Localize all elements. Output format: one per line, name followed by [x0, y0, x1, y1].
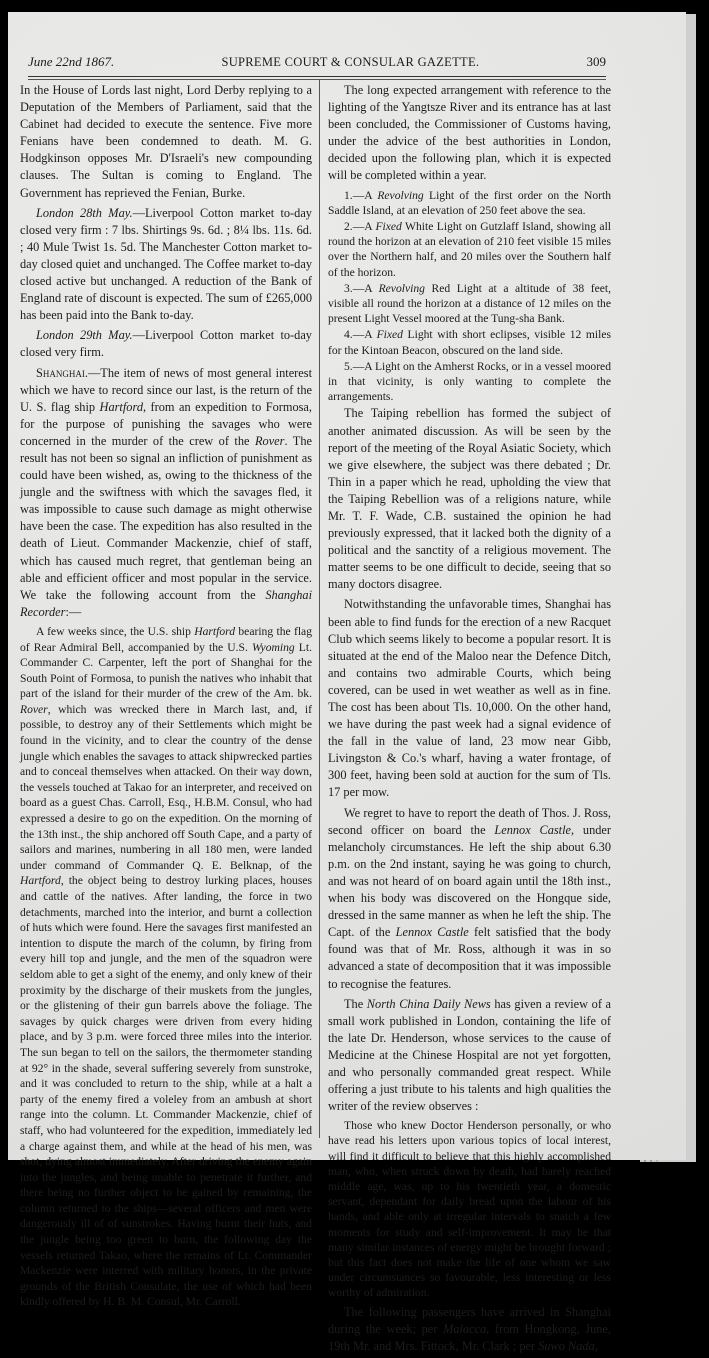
- paragraph-racquet-club: Notwithstanding the unfavorable times, Shanghai has been able to find funds for the erection of a new Racquet Club which seems likely to become a popular resort. It is situated at the end of the Maloo near the Defence Ditch, and contains two admirable Courts, which being covered, can be used in wet weather as well as in fine. The cost has been about Tls. 10,000. On the other hand, we have during the past week had a signal evidence of the fall in the value of land, 23 mow near Gibb, Livingston & Co.'s wharf, having a water frontage, of 300 feet, having been sold at auction for the sum of Tls. 17 per mow.: [328, 597, 611, 800]
- light-item-2: 2.—A Fixed White Light on Gutzlaff Island, showing all round the horizon at an elevation of 210 feet visible 15 miles over the Northern half, and 20 miles over the Southern half of the horizon.: [328, 219, 612, 279]
- publication-title: SUPREME COURT & CONSULAR GAZETTE.: [221, 55, 480, 69]
- light-item-1: 1.—A Revolving Light of the first order on the North Saddle Island, at an elevation of 250 feet above the sea.: [328, 188, 611, 217]
- paragraph-passengers: The following passengers have arrived in Shanghai during the week; per Malacca, from Hongkong, June, 19th Mr. and Mrs. Fittock, Mr. Clark ; per Suwo Nada,: [328, 1304, 611, 1353]
- paragraph-taiping: The Taiping rebellion has formed the subject of another animated discussion. As will be seen by the report of the meeting of the Royal Asiatic Society, which we give elsewhere, the subject was there debated ; Dr. Thin in a paper which he read, upholding the view that the Taiping Rebellion was of a religions nature, while Mr. T. F. Wade, C.B. sustained the opinion he had previously expressed, that it lacked both the dignity of a political and the sanctity of a religious movement. The matter seems to be one difficult to decide, seeing that so many doctors disagree.: [328, 406, 611, 592]
- paragraph-yangtsze-lighting: The long expected arrangement with reference to the lighting of the Yangtsze River and its entrance has at last been concluded, the Commissioner of Customs having, under the advice of the best authorities in London, decided upon the following plan, which it is expected will be completed within a year.: [328, 83, 611, 183]
- dateline: London 28th May.: [36, 205, 133, 220]
- paragraph-ross-death: We regret to have to report the death of Thos. J. Ross, second officer on board the Lennox Castle, under melancholy circumstances. He left the ship about 6.30 p.m. on the 2nd instant, saying he was going to church, and was not heard of on board again until the 18th inst., when his body was discovered on the Hongque side, dressed in the same manner as when he left the ship. The Capt. of the Lennox Castle felt satisfied that the body found was that of Mr. Ross, although it was in so advanced a state of decomposition that it was impossible to recognise the features.: [328, 805, 611, 991]
- paragraph-shanghai: Shanghai.—The item of news of most general interest which we have to record since our last, is the return of the U. S. flag ship Hartford, from an expedition to Formosa, for the purpose of punishing the savages who were concerned in the murder of the crew of the Rover. The result has not been so signal an infliction of punishment as could have been wished, as, owing to the thickness of the jungle and the swiftness with which the savages fled, it was impossible to cause such damage as might otherwise have been the case. The expedition has also resulted in the death of Lieut. Commander Mackenzie, chief of staff, which has caused much regret, that gentleman being an able and efficient officer and most popular in the service. We take the following account from the Shanghai Recorder:—: [20, 365, 312, 619]
- right-column: [328, 82, 611, 1358]
- light-item-3: 3.—A Revolving Red Light at a altitude of 38 feet, visible all round the horizon at a distance of 12 miles on the present Light Vessel moored at the Tung-sha Bank.: [328, 281, 611, 326]
- left-column: [20, 82, 312, 1313]
- header-rule-double: [28, 79, 606, 80]
- header-date: June 22nd 1867.: [28, 54, 115, 69]
- light-item-4: 4.—A Fixed Light with short eclipses, visible 12 miles for the Kintoan Beacon, obscured on the land side.: [328, 328, 611, 357]
- header-rule: [28, 76, 606, 77]
- running-header: [28, 54, 606, 78]
- section-lead: Shanghai.: [36, 365, 88, 380]
- newspaper-page: [8, 12, 686, 1353]
- paragraph-london-29-may: London 29th May.—Liverpool Cotton market to-day closed very firm.: [20, 328, 312, 360]
- paragraph-henderson-review: The North China Daily News has given a review of a small work published in London, containing the life of the late Dr. Henderson, whose services to the cause of Medicine at the Chinese Hospital are not yet forgotten, and who personally commanded great respect. While offering a just tribute to his talents and high qualities the writer of the review observes :: [328, 996, 612, 1114]
- paragraph-lords: In the House of Lords last night, Lord Derby replying to a Deputation of the Members of Parliament, said that the Cabinet had decided to execute the sentence. Five more Fenians have been condemned to death. M. G. Hodgkinson opposes Mr. D'Israeli's new compounding clauses. The Sultan is coming to England. The Government has reprieved the Fenian, Burke.: [20, 83, 312, 200]
- dateline: London 29th May.: [36, 328, 133, 343]
- paragraph-london-28-may: London 28th May.—Liverpool Cotton market to-day closed very firm : 7 lbs. Shirtings 9s. 6d. ; 8¼ lbs. 11s. 6d. ; 40 Mule Twist 1s. 5d. The Manchester Cotton market to-day closed quiet and unchanged. The Coffee market to-day closed active but unchanged. A reduction of the Bank of England rate of discount is expected. The sum of £265,000 has been paid into the Bank to-day.: [20, 205, 312, 323]
- quoted-account-recorder: A few weeks since, the U.S. ship Hartford bearing the flag of Rear Admiral Bell, accompanied by the U.S. Wyoming Lt. Commander C. Carpenter, left the port of Shanghai for the South Point of Formosa, to punish the natives who inhabit that part of the island for their murder of the crew of the Am. bk. Rover, which was wrecked there in March last, and, if possible, to destroy any of their Settlements which might be found in the vicinity, and to clear the country of the dense jungle which enables the savages to attack shipwrecked parties and to conceal themselves when attacked. On their way down, the vessels touched at Takao for an interpreter, and received on board as a guest Chas. Carroll, Esq., H.B.M. Consul, who had expressed a desire to go on the expedition. On the morning of the 13th inst., the ship anchored off South Cape, and a party of sailors and marines, numbering in all 180 men, were landed under command of Commander Q. E. Belknap, of the Hartford, the object being to destroy lurking places, houses and cattle of the natives. After landing, the force in two detachments, marched into the interior, and burnt a collection of huts which were found. Here the savages first manifested an intention to dispute the march of the column, by firing from every hill top and jungle, and the men of the squadron were seldom able to get a sight of the enemy, and only knew of their proximity by the discharge of their muskets from the jungles, or the glistening of their gun barrels above the foliage. The savages by quick charges were driven from every hiding place, and by 3 p.m. were forced three miles into the interior. The sun began to tell on the sailors, the thermometer standing at 92° in the shade, several suffering severely from sunstroke, and it was concluded to return to the ship, while at a halt a party of the enemy fired a voleley from an ambush at short range into the column. Lt. Commander Mackenzie, chief of staff, who had volunteered for the expedition, immediately led a charge against them, and while at the head of his men, was shot, dying almost immediately. After driving the enemy again into the jungles, and being unable to penetrate it further, and there being no further object to be gained by remaining, the column returned to the ships—several officers and men were dangerously ill of of sunstrokes. Having burnt their huts, and the jungle being too green to burn, the following day the vessels returned Takao, where the remains of Lt. Commander Mackenzie were interred with military honors, in the private grounds of the British Consulate, the use of which had been kindly offered by H. B. M. Consul, Mr. Carroll.: [20, 624, 313, 1309]
- quoted-review: Those who knew Doctor Henderson personally, or who have read his letters upon various topics of local interest, will find it difficult to believe that this highly accomplished man, who, when struck down by death, had barely reached middle age, was, up to his twentieth year, a domestic servant, dependant for daily bread upon the labour of his hands, and able only at irregular intervals to snatch a few moments for study and self-improvement. It may be that many similar instances of energy might be brought forward ; but this fact does not make the life of one whom we saw under circumstances so favourable, less interesting or less worthy of admiration.: [328, 1119, 611, 1300]
- light-item-5: 5.—A Light on the Amherst Rocks, or in a vessel moored in that vicinity, is only wanting to complete the arrangements.: [328, 359, 611, 404]
- page-number: 309: [586, 54, 606, 69]
- column-divider: [319, 80, 320, 1138]
